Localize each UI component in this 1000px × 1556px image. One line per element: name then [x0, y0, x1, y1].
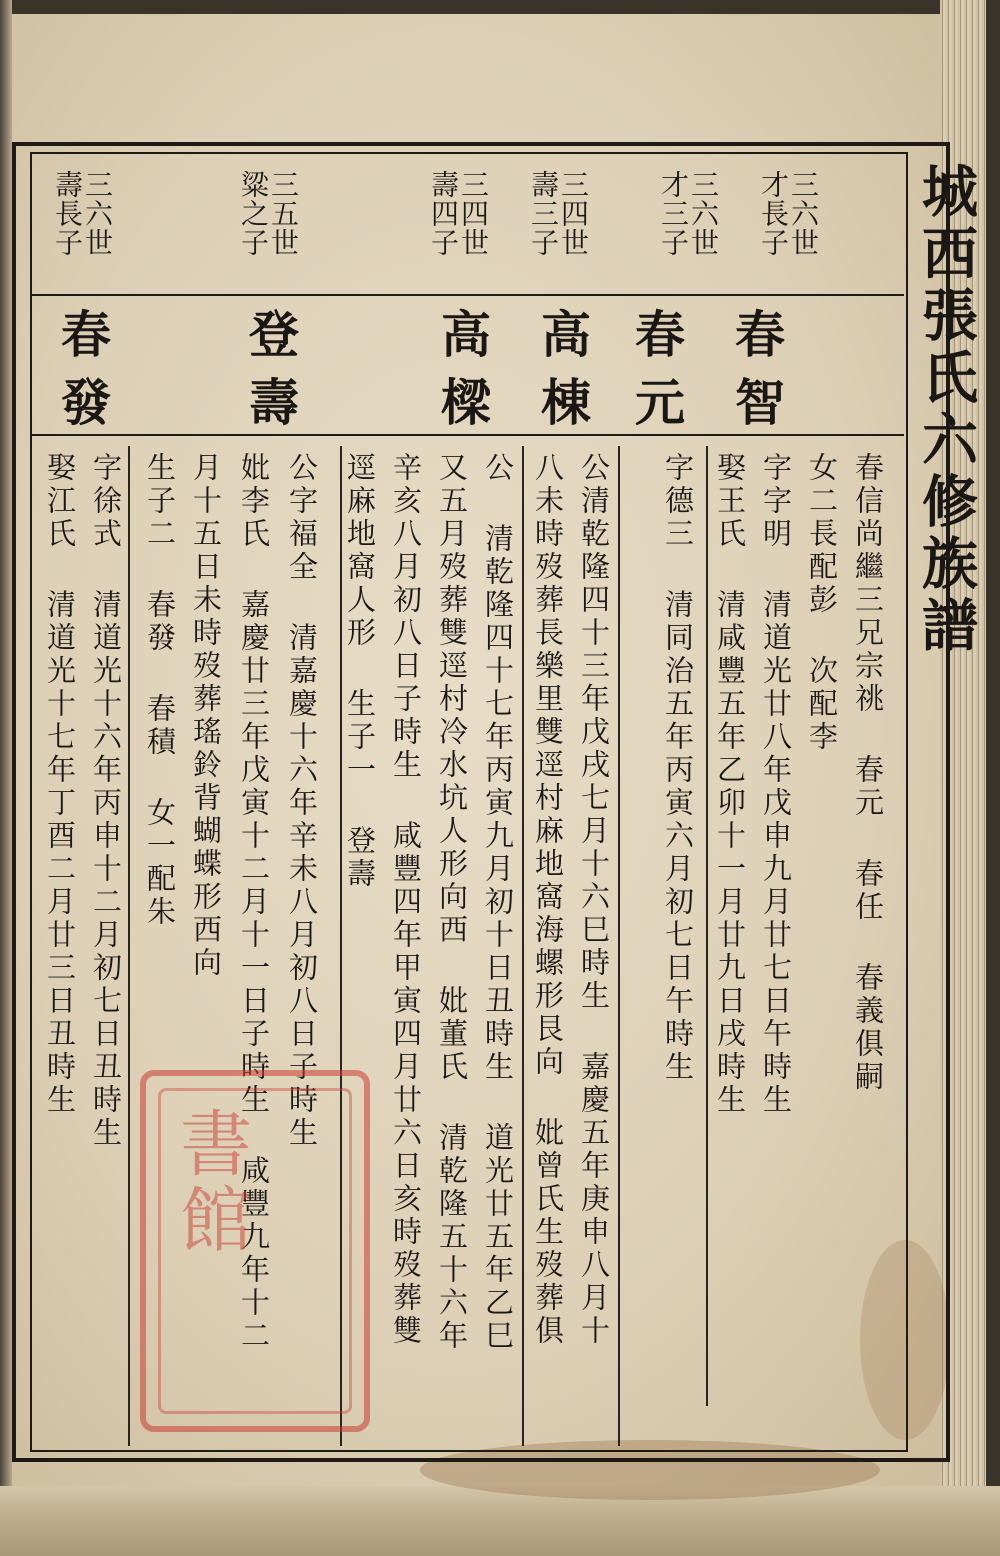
bio-column: 女二長配彭 次配李: [805, 452, 839, 754]
book-bottom-edge: [0, 1486, 1000, 1556]
bio-column: 公字福全 清嘉慶十六年辛未八月初八日子時生: [285, 452, 319, 1150]
bio-column: 八未時歿葬長樂里雙逕村麻地窩海螺形艮向 妣曾氏生歿葬俱: [531, 452, 565, 1348]
column-divider: [522, 446, 524, 1446]
bio-column: 月十五日未時歿葬瑤鈴背蝴蝶形西向: [189, 452, 223, 980]
column-divider: [706, 446, 708, 1406]
generation-label: 三四世 壽四子: [427, 170, 490, 257]
member-name: 登壽: [241, 308, 300, 444]
bio-column: 公清乾隆四十三年戊戌七月十六巳時生 嘉慶五年庚申八月十: [577, 452, 611, 1348]
generation-label: 三四世 壽三子: [527, 170, 590, 257]
column-divider: [618, 446, 620, 1446]
bio-column: 娶江氏 清道光十七年丁酉二月廿三日丑時生: [43, 452, 77, 1117]
bio-column: 公 清乾隆四十七年丙寅九月初十日丑時生 道光廿五年乙巳: [481, 452, 515, 1353]
book-top-edge: [0, 0, 1000, 14]
bio-column: 字字明 清道光廿八年戊申九月廿七日午時生: [759, 452, 793, 1117]
member-name: 高棟: [533, 308, 592, 444]
bio-column: 字徐式 清道光十六年丙申十二月初七日丑時生: [89, 452, 123, 1150]
bio-column: 娶王氏 清咸豐五年乙卯十一月廿九日戌時生: [713, 452, 747, 1117]
member-name: 春元: [627, 308, 686, 444]
bio-column: 辛亥八月初八日子時生 咸豐四年甲寅四月廿六日亥時歿葬雙: [389, 452, 423, 1348]
library-seal: [140, 1070, 370, 1432]
member-name: 高樑: [433, 308, 492, 444]
bio-column: 妣李氏 嘉慶廿三年戊寅十二月十一日子時生 咸豐九年十二: [237, 452, 271, 1353]
seal-text: 書館: [168, 1106, 252, 1258]
book-spine-edge: [986, 0, 1000, 1556]
member-name: 春發: [53, 308, 112, 444]
generation-label: 三六世 才長子: [757, 170, 820, 257]
generation-label: 三六世 才三子: [657, 170, 720, 257]
bio-column: 字德三 清同治五年丙寅六月初七日午時生: [661, 452, 695, 1084]
row-divider: [32, 294, 904, 296]
generation-label: 三五世 粱之子: [237, 170, 300, 257]
member-name: 春智: [727, 308, 786, 444]
bio-column: 春信尚繼三兄宗祧 春元 春任 春義俱嗣: [851, 452, 885, 1094]
generation-label: 三六世 壽長子: [51, 170, 114, 257]
bio-column: 逕麻地窩人形 生子一 登壽: [343, 452, 377, 891]
column-divider: [128, 446, 130, 1446]
bio-column: 生子二 春發 春積 女一配朱: [143, 452, 177, 929]
book-title: 城西張氏六修族譜: [913, 162, 979, 658]
bio-column: 又五月歿葬雙逕村冷水坑人形向西 妣董氏 清乾隆五十六年: [435, 452, 469, 1353]
book-left-edge: [0, 0, 12, 1556]
